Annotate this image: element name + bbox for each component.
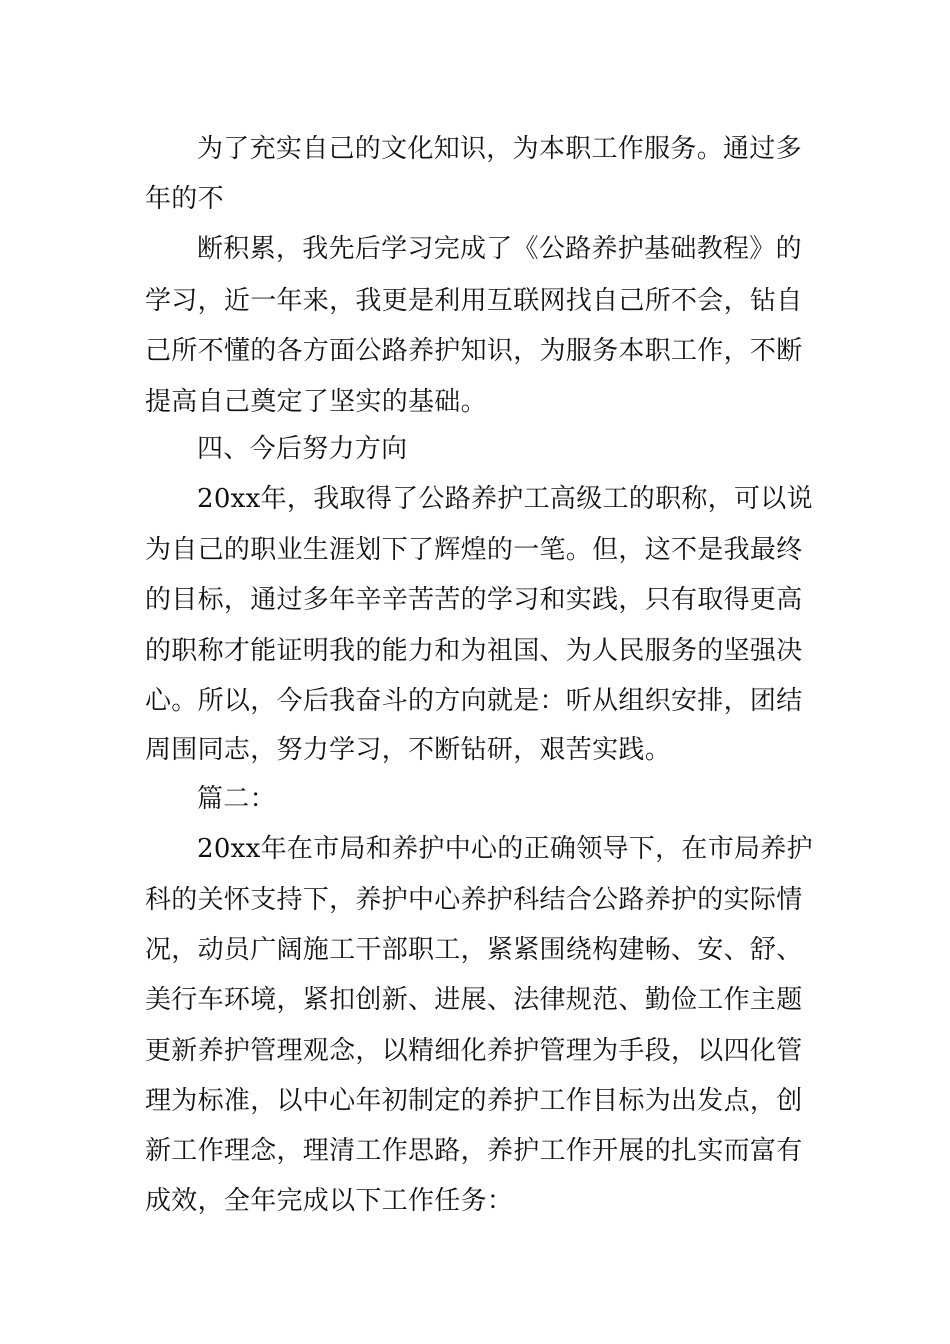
- text-line: 年的不: [145, 184, 224, 214]
- text-line: 为自己的职业生涯划下了辉煌的一笔。但，这不是我最终: [145, 535, 803, 565]
- text-line: 科的关怀支持下，养护中心养护科结合公路养护的实际情: [145, 885, 803, 915]
- text-line: 学习，近一年来，我更是利用互联网找自己所不会，钻自: [145, 286, 803, 316]
- text-line: 的职称才能证明我的能力和为祖国、为人民服务的坚强决: [145, 636, 803, 666]
- text-line: 新工作理念，理清工作思路，养护工作开展的扎实而富有: [145, 1136, 803, 1166]
- section-heading: 四、今后努力方向: [197, 434, 408, 464]
- text-line: 提高自己奠定了坚实的基础。: [145, 387, 487, 417]
- text-line: 心。所以，今后我奋斗的方向就是：听从组织安排，团结: [145, 686, 803, 716]
- text-line: 断积累，我先后学习完成了《公路养护基础教程》的: [197, 234, 802, 264]
- section-heading: 篇二：: [197, 784, 276, 814]
- text-line: 的目标，通过多年辛辛苦苦的学习和实践，只有取得更高: [145, 585, 803, 615]
- text-line: 况，动员广阔施工干部职工，紧紧围绕构建畅、安、舒、: [145, 935, 803, 965]
- text-line: 更新养护管理观念，以精细化养护管理为手段，以四化管: [145, 1036, 803, 1066]
- text-line: 周围同志，努力学习，不断钻研，艰苦实践。: [145, 735, 672, 765]
- text-line: 为了充实自己的文化知识，为本职工作服务。通过多: [197, 134, 802, 164]
- text-line: 成效，全年完成以下工作任务：: [145, 1186, 514, 1216]
- text-line: 己所不懂的各方面公路养护知识，为服务本职工作，不断: [145, 336, 803, 366]
- text-line: 20xx年在市局和养护中心的正确领导下，在市局养护: [197, 834, 813, 864]
- text-line: 美行车环境，紧扣创新、进展、法律规范、勤俭工作主题: [145, 985, 803, 1015]
- text-line: 理为标准，以中心年初制定的养护工作目标为出发点，创: [145, 1086, 803, 1116]
- text-line: 20xx年，我取得了公路养护工高级工的职称，可以说: [197, 484, 813, 514]
